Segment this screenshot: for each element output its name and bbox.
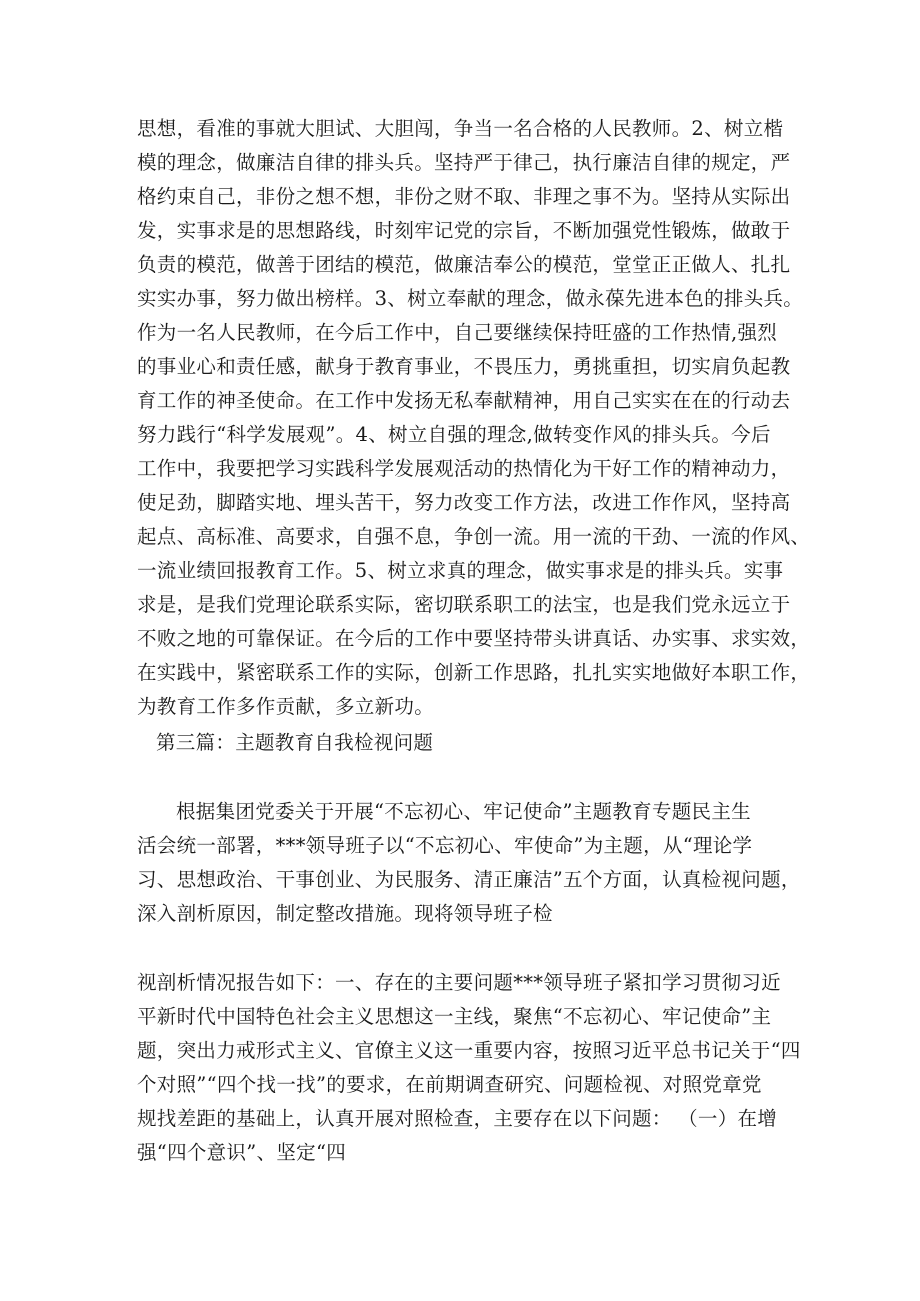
text-line: 活会统一部署，***领导班子以“不忘初心、牢使命”为主题，从“理论学 xyxy=(137,834,753,857)
text-line: 起点、高标准、高要求，自强不息，争创一流。用一流的干劲、一流的作风、 xyxy=(137,525,811,548)
text-line: 规找差距的基础上，认真开展对照检查，主要存在以下问题： （一）在增 xyxy=(137,1107,778,1130)
text-line: 格约束自己，非份之想不想，非份之财不取、非理之事不为。坚持从实际出 xyxy=(137,185,791,208)
text-line: 一流业绩回报教育工作。5、树立求真的理念，做实事求是的排头兵。实事 xyxy=(137,559,784,582)
text-line: 平新时代中国特色社会主义思想这一主线，聚焦“不忘初心、牢记使命”主 xyxy=(137,1005,772,1028)
text-line: 模的理念，做廉洁自律的排头兵。坚持严于律己，执行廉洁自律的规定，严 xyxy=(137,151,791,174)
text-line: 努力践行“科学发展观”。4、树立自强的理念,做转变作风的排头兵。今后 xyxy=(137,423,771,446)
text-line: 求是，是我们党理论联系实际，密切联系职工的法宝，也是我们党永远立于 xyxy=(137,593,791,616)
text-line: 不败之地的可靠保证。在今后的工作中要坚持带头讲真话、办实事、求实效， xyxy=(137,627,811,650)
section-heading: 第三篇：主题教育自我检视问题 xyxy=(156,731,434,754)
text-line: 实实办事，努力做出榜样。3、树立奉献的理念，做永葆先进本色的排头兵。 xyxy=(137,287,804,310)
text-line: 的事业心和责任感，献身于教育事业，不畏压力，勇挑重担，切实肩负起教 xyxy=(137,355,791,378)
text-line: 深入剖析原因，制定整改措施。现将领导班子检 xyxy=(137,902,553,925)
text-line: 题，突出力戒形式主义、官僚主义这一重要内容，按照习近平总书记关于“四 xyxy=(137,1039,801,1062)
text-line: 发，实事求是的思想路线，时刻牢记党的宗旨，不断加强党性锻炼，做敢于 xyxy=(137,219,791,242)
text-line: 负责的模范，做善于团结的模范，做廉洁奉公的模范，堂堂正正做人、扎扎 xyxy=(137,253,791,276)
text-line: 在实践中，紧密联系工作的实际，创新工作思路，扎扎实实地做好本职工作， xyxy=(137,661,811,684)
text-line: 个对照”“四个找一找”的要求，在前期调查研究、问题检视、对照党章党 xyxy=(137,1073,762,1096)
text-line: 使足劲，脚踏实地、埋头苦干，努力改变工作方法，改进工作作风，坚持高 xyxy=(137,491,791,514)
text-line: 视剖析情况报告如下：一、存在的主要问题***领导班子紧扣学习贯彻习近 xyxy=(137,971,781,994)
text-line: 习、思想政治、干事创业、为民服务、清正廉洁”五个方面，认真检视问题， xyxy=(137,868,801,891)
text-line: 工作中，我要把学习实践科学发展观活动的热情化为干好工作的精神动力， xyxy=(137,457,791,480)
text-line: 作为一名人民教师，在今后工作中，自己要继续保持旺盛的工作热情,强烈 xyxy=(137,321,778,344)
text-line: 强“四个意识”、坚定“四 xyxy=(137,1141,347,1164)
text-line: 思想，看准的事就大胆试、大胆闯，争当一名合格的人民教师。2、树立楷 xyxy=(137,117,784,140)
text-line: 为教育工作多作贡献，多立新功。 xyxy=(137,695,435,718)
text-line: 根据集团党委关于开展“不忘初心、牢记使命”主题教育专题民主生 xyxy=(176,800,751,823)
text-line: 育工作的神圣使命。在工作中发扬无私奉献精神，用自己实实在在的行动去 xyxy=(137,389,791,412)
